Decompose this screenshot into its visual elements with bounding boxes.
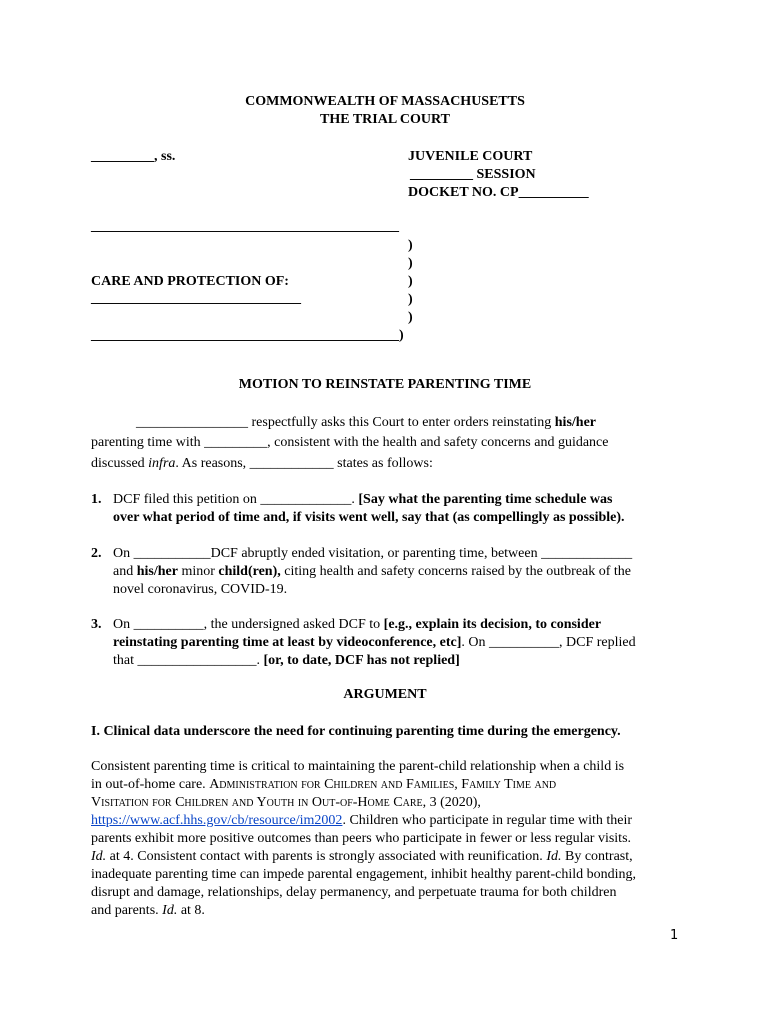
caption-name-line: ______________________________ bbox=[91, 291, 301, 306]
motion-title: MOTION TO REINSTATE PARENTING TIME bbox=[238, 377, 532, 392]
numbered-paragraph-1: 1. DCF filed this petition on _____________. [Say what the parenting time schedule was over what period of time and, if visits went well, say that (as compellingly as possible). bbox=[91, 492, 625, 525]
page-number: 1 bbox=[670, 928, 679, 943]
caption-paren: ) bbox=[408, 292, 413, 307]
argument-body: Consistent parenting time is critical to maintaining the parent-child relationship when a child is in out-of-home care. Administration for Children and Families, Family Time and Visitation for Children and Youth in Out-of-Home Care, 3 (2020), https://www.acf.hhs.gov/cb/resource/im2002. Children who participate in regular time with their parents exhibit more positive outcomes than peers who participate in fewer or less regular visits. Id. at 4. Consistent contact with parents is strongly associated with reunification. Id. By contrast, inadequate parenting time can impede parental engagement, inhibit healthy parent-child bonding, disrupt and damage, relationships, delay permanency, and perpetuate trauma for both children and parents. Id. at 8. bbox=[91, 759, 637, 918]
numbered-paragraph-3: 3. On __________, the undersigned asked DCF to [e.g., explain its decision, to consider reinstating parenting time at least by videoconference, etc]. On __________, DCF replied that _________________. [or, to date, DCF has not replied] bbox=[91, 617, 636, 668]
caption-paren: ) bbox=[408, 274, 413, 289]
intro-line-1: ________________ respectfully asks this Court to enter orders reinstating his/her bbox=[136, 415, 596, 430]
acf-resource-link[interactable]: https://www.acf.hhs.gov/cb/resource/im2002 bbox=[91, 813, 343, 828]
session-field: _________ SESSION bbox=[410, 167, 536, 182]
paragraph-number: 3. bbox=[91, 617, 102, 632]
court-name: JUVENILE COURT bbox=[408, 149, 533, 164]
caption-paren: ) bbox=[408, 310, 413, 325]
section-heading: I. Clinical data underscore the need for continuing parenting time during the emergency. bbox=[91, 724, 621, 739]
court-header-line1: COMMONWEALTH OF MASSACHUSETTS bbox=[245, 94, 525, 109]
intro-line-2: parenting time with _________, consistent with the health and safety concerns and guidance bbox=[91, 435, 609, 450]
caption-bottom-line: ____________________________________________) bbox=[91, 328, 404, 343]
paragraph-number: 1. bbox=[91, 492, 102, 507]
county-field: _________, ss. bbox=[91, 149, 176, 164]
numbered-paragraph-2: 2. On ___________DCF abruptly ended visitation, or parenting time, between _____________ and his/her minor child(ren), citing health and safety concerns raised by the outbreak of the novel coronavirus, COVID-19. bbox=[91, 546, 633, 597]
court-header-line2: THE TRIAL COURT bbox=[320, 112, 450, 127]
caption-top-line: ____________________________________________ bbox=[91, 219, 399, 234]
caption-title: CARE AND PROTECTION OF: bbox=[91, 274, 289, 289]
paragraph-number: 2. bbox=[91, 546, 102, 561]
caption-paren: ) bbox=[408, 256, 413, 271]
intro-line-3: discussed infra. As reasons, ____________ states as follows: bbox=[91, 456, 433, 471]
argument-heading: ARGUMENT bbox=[343, 687, 427, 702]
caption-paren: ) bbox=[408, 238, 413, 253]
docket-number: DOCKET NO. CP__________ bbox=[408, 185, 589, 200]
